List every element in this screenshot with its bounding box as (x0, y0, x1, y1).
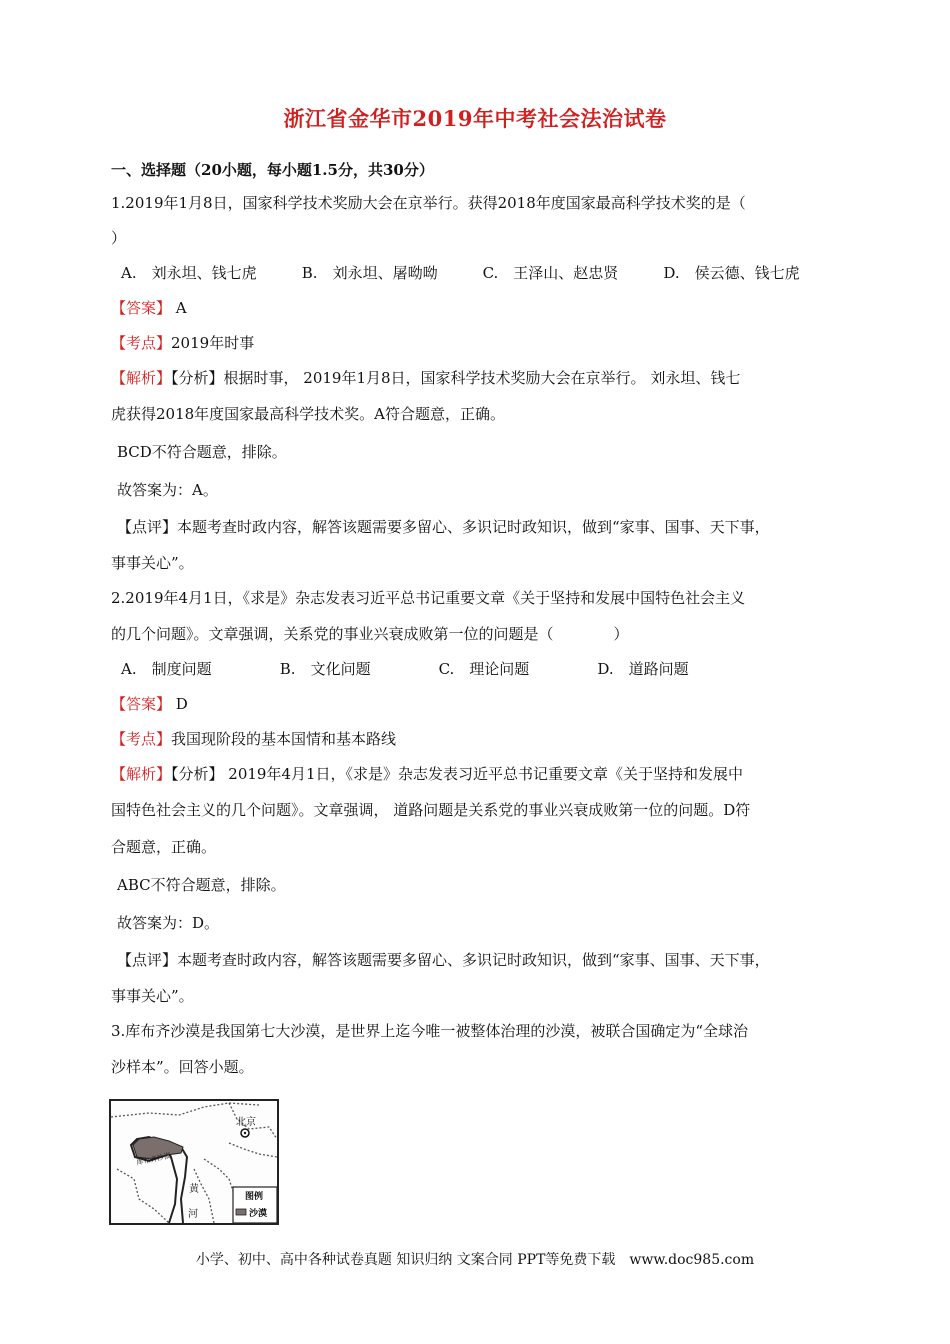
q1-point-line (111, 333, 254, 353)
q2-answer-line (111, 694, 188, 714)
river-label-2: 河 (188, 1209, 198, 1220)
q1-option-b: B. 刘永坦、屠呦呦 (301, 264, 438, 282)
river-label-1: 黄 (189, 1184, 199, 1195)
page-footer: 小学、初中、高中各种试卷真题 知识归纳 文案合同 PPT等免费下载 www.doc985.com (195, 1252, 755, 1268)
q2-option-a: A. 制度问题 (121, 660, 212, 678)
q1-answer-line (111, 298, 187, 318)
legend-item: 沙漠 (249, 1209, 268, 1219)
page-title: 浙江省金华市2019年中考社会法治试卷 (283, 106, 667, 131)
q2-stem-line2: 的几个问题》。文章强调，关系党的事业兴衰成败第一位的问题是（ ） (111, 625, 629, 643)
q2-option-b: B. 文化问题 (279, 660, 371, 678)
q1-analysis-line1 (111, 368, 740, 388)
q3-stem-line1: 3.库布齐沙漠是我国第七大沙漠，是世界上迄今唯一被整体治理的沙漠，被联合国确定为“全球治 (111, 1022, 748, 1040)
q1-analysis-line2: 虎获得2018年度国家最高科学技术奖。A符合题意，正确。 (111, 405, 506, 423)
point-label: 【考点】 (111, 730, 172, 748)
legend-title: 图例 (245, 1192, 264, 1202)
q1-option-d: D. 侯云德、钱七虎 (663, 264, 800, 282)
q2-analysis-text1: 【分析】 2019年4月1日，《求是》杂志发表习近平总书记重要文章《关于坚持和发展中 (171, 765, 744, 783)
q2-analysis-line5: 故答案为：D。 (117, 914, 220, 932)
q2-answer-value: D (171, 695, 188, 713)
q2-options (121, 659, 689, 679)
q1-stem-line2: ） (111, 229, 127, 247)
desert-map (109, 1099, 279, 1225)
q2-analysis-line4: ABC不符合题意，排除。 (117, 876, 286, 894)
q1-analysis-line3: BCD不符合题意，排除。 (117, 443, 287, 461)
q2-analysis-line1 (111, 764, 743, 784)
q1-option-a: A. 刘永坦、钱七虎 (121, 264, 257, 282)
q3-stem-line2: 沙样本”。回答小题。 (111, 1058, 254, 1076)
q2-option-c: C. 理论问题 (438, 660, 530, 678)
analysis-label: 【解析】 (111, 765, 172, 783)
q1-comment-line2: 事事关心”。 (111, 554, 194, 572)
legend-swatch (236, 1209, 246, 1215)
q1-option-c: C. 王泽山、赵忠贤 (482, 264, 619, 282)
q1-analysis-text1: 【分析】根据时事， 2019年1月8日，国家科学技术奖励大会在京举行。 刘永坦、钱七 (171, 369, 741, 387)
q2-stem-line1: 2.2019年4月1日，《求是》杂志发表习近平总书记重要文章《关于坚持和发展中国特色社会主义 (111, 589, 746, 607)
q1-answer-value: A (171, 299, 187, 317)
q2-comment-line1: 【点评】本题考查时政内容，解答该题需要多留心、多识记时政知识，做到“家事、国事、天下事， (117, 951, 770, 969)
desert-label: 库布齐沙漠 (135, 1151, 172, 1167)
q1-analysis-line4: 故答案为：A。 (117, 481, 218, 499)
q2-option-d: D. 道路问题 (597, 660, 689, 678)
section-heading: 一、选择题（20小题，每小题1.5分，共30分） (111, 161, 434, 179)
q2-point-line (111, 729, 396, 749)
beijing-label: 北京 (236, 1117, 256, 1128)
answer-label: 【答案】 (111, 695, 172, 713)
q2-point-value: 我国现阶段的基本国情和基本路线 (171, 730, 397, 748)
q2-analysis-line2: 国特色社会主义的几个问题》。文章强调， 道路问题是关系党的事业兴衰成败第一位的问题。D符 (111, 801, 751, 819)
q1-options (121, 263, 800, 283)
q1-stem-line1: 1.2019年1月8日，国家科学技术奖励大会在京举行。获得2018年度国家最高科学技术奖的是（ (111, 194, 746, 212)
q1-point-value: 2019年时事 (171, 334, 255, 352)
answer-label: 【答案】 (111, 299, 172, 317)
point-label: 【考点】 (111, 334, 172, 352)
q2-analysis-line3: 合题意，正确。 (111, 838, 217, 856)
analysis-label: 【解析】 (111, 369, 172, 387)
q1-comment-line1: 【点评】本题考查时政内容，解答该题需要多留心、多识记时政知识，做到“家事、国事、天下事， (117, 518, 770, 536)
q2-comment-line2: 事事关心”。 (111, 987, 194, 1005)
